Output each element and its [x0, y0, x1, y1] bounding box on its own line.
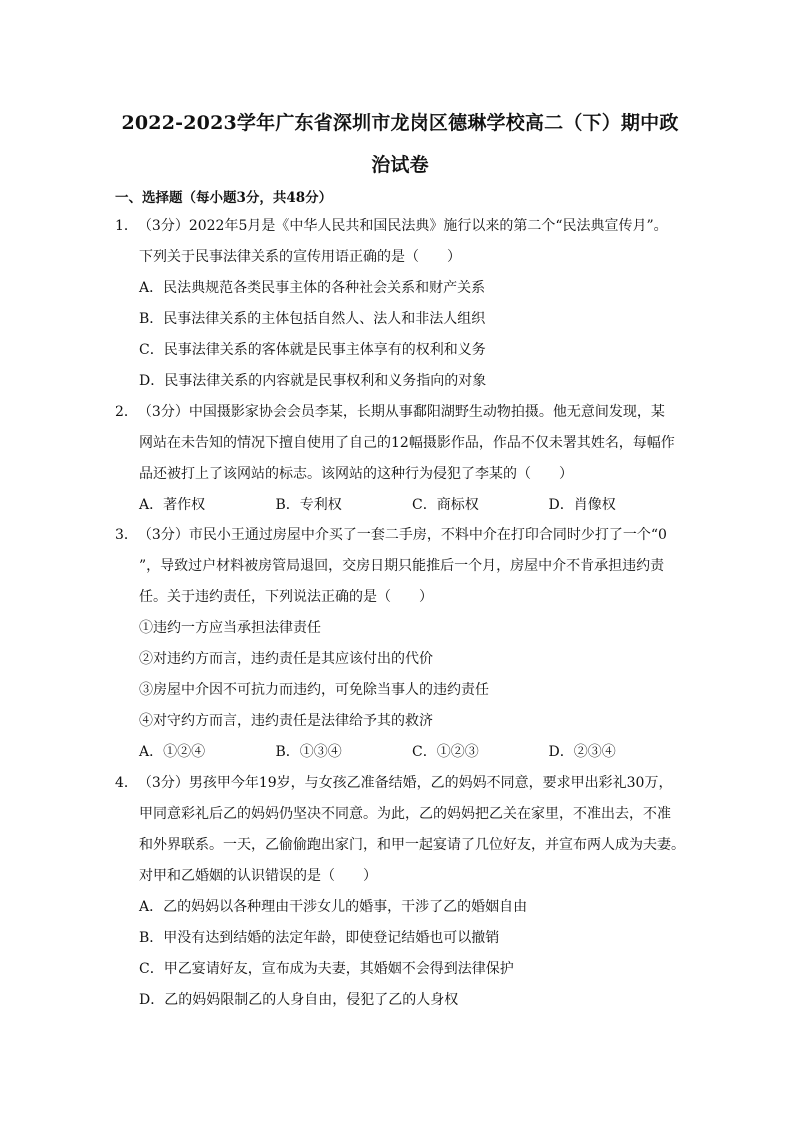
question-stem-line: 对甲和乙婚姻的认识错误的是（ ） — [139, 868, 377, 884]
question-number: 2． — [115, 404, 138, 420]
statement-item: ③房屋中介因不可抗力而违约，可免除当事人的违约责任 — [139, 682, 489, 698]
question-stem-line: 和外界联系。一天，乙偷偷跑出家门，和甲一起宴请了几位好友，并宣布两人成为夫妻。 — [139, 837, 685, 853]
option-c: C．甲乙宴请好友，宣布成为夫妻，其婚姻不会得到法律保护 — [139, 961, 514, 977]
question-stem-line: ”，导致过户材料被房管局退回，交房日期只能推后一个月，房屋中介不肯承担违约责 — [139, 558, 665, 574]
option-d: D．肖像权 — [548, 497, 616, 513]
question-4 — [115, 768, 685, 1016]
statement-item: ②对违约方而言，违约责任是其应该付出的代价 — [139, 651, 433, 667]
option-c: C．商标权 — [412, 497, 479, 513]
option-d: D．民事法律关系的内容就是民事权利和义务指向的对象 — [139, 373, 487, 389]
question-stem-line: 3．（3分）市民小王通过房屋中介买了一套二手房，不料中介在打印合同时少打了一个“0 — [115, 520, 685, 551]
option-b: B．专利权 — [275, 497, 342, 513]
question-stem-line: 下列关于民事法律关系的宣传用语正确的是（ ） — [139, 249, 461, 265]
option-a: A．著作权 — [139, 497, 206, 513]
question-number: 1． — [115, 218, 138, 234]
question-number: 3． — [115, 527, 138, 543]
option-b: B．民事法律关系的主体包括自然人、法人和非法人组织 — [139, 311, 486, 327]
option-c: C．民事法律关系的客体就是民事主体享有的权利和义务 — [139, 342, 486, 358]
option-a: A．民法典规范各类民事主体的各种社会关系和财产关系 — [139, 280, 486, 296]
statement-item: ④对守约方而言，违约责任是法律给予其的救济 — [139, 713, 433, 729]
question-number: 4． — [115, 775, 138, 791]
question-2 — [115, 397, 685, 521]
option-a: A．乙的妈妈以各种理由干涉女儿的婚事，干涉了乙的婚姻自由 — [139, 899, 528, 915]
question-stem-line: 甲同意彩礼后乙的妈妈仍坚决不同意。为此，乙的妈妈把乙关在家里，不准出去，不准 — [139, 806, 671, 822]
option-d: D．乙的妈妈限制乙的人身自由，侵犯了乙的人身权 — [139, 992, 459, 1008]
options-row — [115, 490, 685, 521]
question-3 — [115, 520, 685, 768]
option-a: A．①②④ — [139, 744, 206, 760]
question-1 — [115, 211, 685, 397]
statement-item: ①违约一方应当承担法律责任 — [139, 620, 321, 636]
option-b: B．甲没有达到结婚的法定年龄，即使登记结婚也可以撤销 — [139, 930, 500, 946]
exam-title — [110, 102, 690, 186]
option-b: B．①③④ — [275, 744, 342, 760]
question-stem-line: 2．（3分）中国摄影家协会会员李某，长期从事鄱阳湖野生动物拍摄。他无意间发现，某 — [115, 397, 685, 428]
option-c: C．①②③ — [412, 744, 479, 760]
title-line-1: 2022-2023学年广东省深圳市龙岗区德琳学校高二（下）期中政 — [121, 112, 679, 134]
option-d: D．②③④ — [548, 744, 616, 760]
options-row — [115, 737, 685, 768]
title-line-2: 治试卷 — [371, 154, 429, 176]
question-stem-line: 1．（3分）2022年5月是《中华人民共和国民法典》施行以来的第二个“民法典宣传月”。 — [115, 211, 685, 242]
question-stem-line: 品还被打上了该网站的标志。该网站的这种行为侵犯了李某的（ ） — [139, 466, 573, 482]
section-heading: 一、选择题（每小题3分，共48分） — [115, 190, 333, 206]
question-stem-line: 网站在未告知的情况下擅自使用了自己的12幅摄影作品，作品不仅未署其姓名，每幅作 — [139, 435, 675, 451]
question-stem-line: 4．（3分）男孩甲今年19岁，与女孩乙准备结婚，乙的妈妈不同意，要求甲出彩礼30万， — [115, 768, 685, 799]
question-stem-line: 任。关于违约责任，下列说法正确的是（ ） — [139, 589, 433, 605]
